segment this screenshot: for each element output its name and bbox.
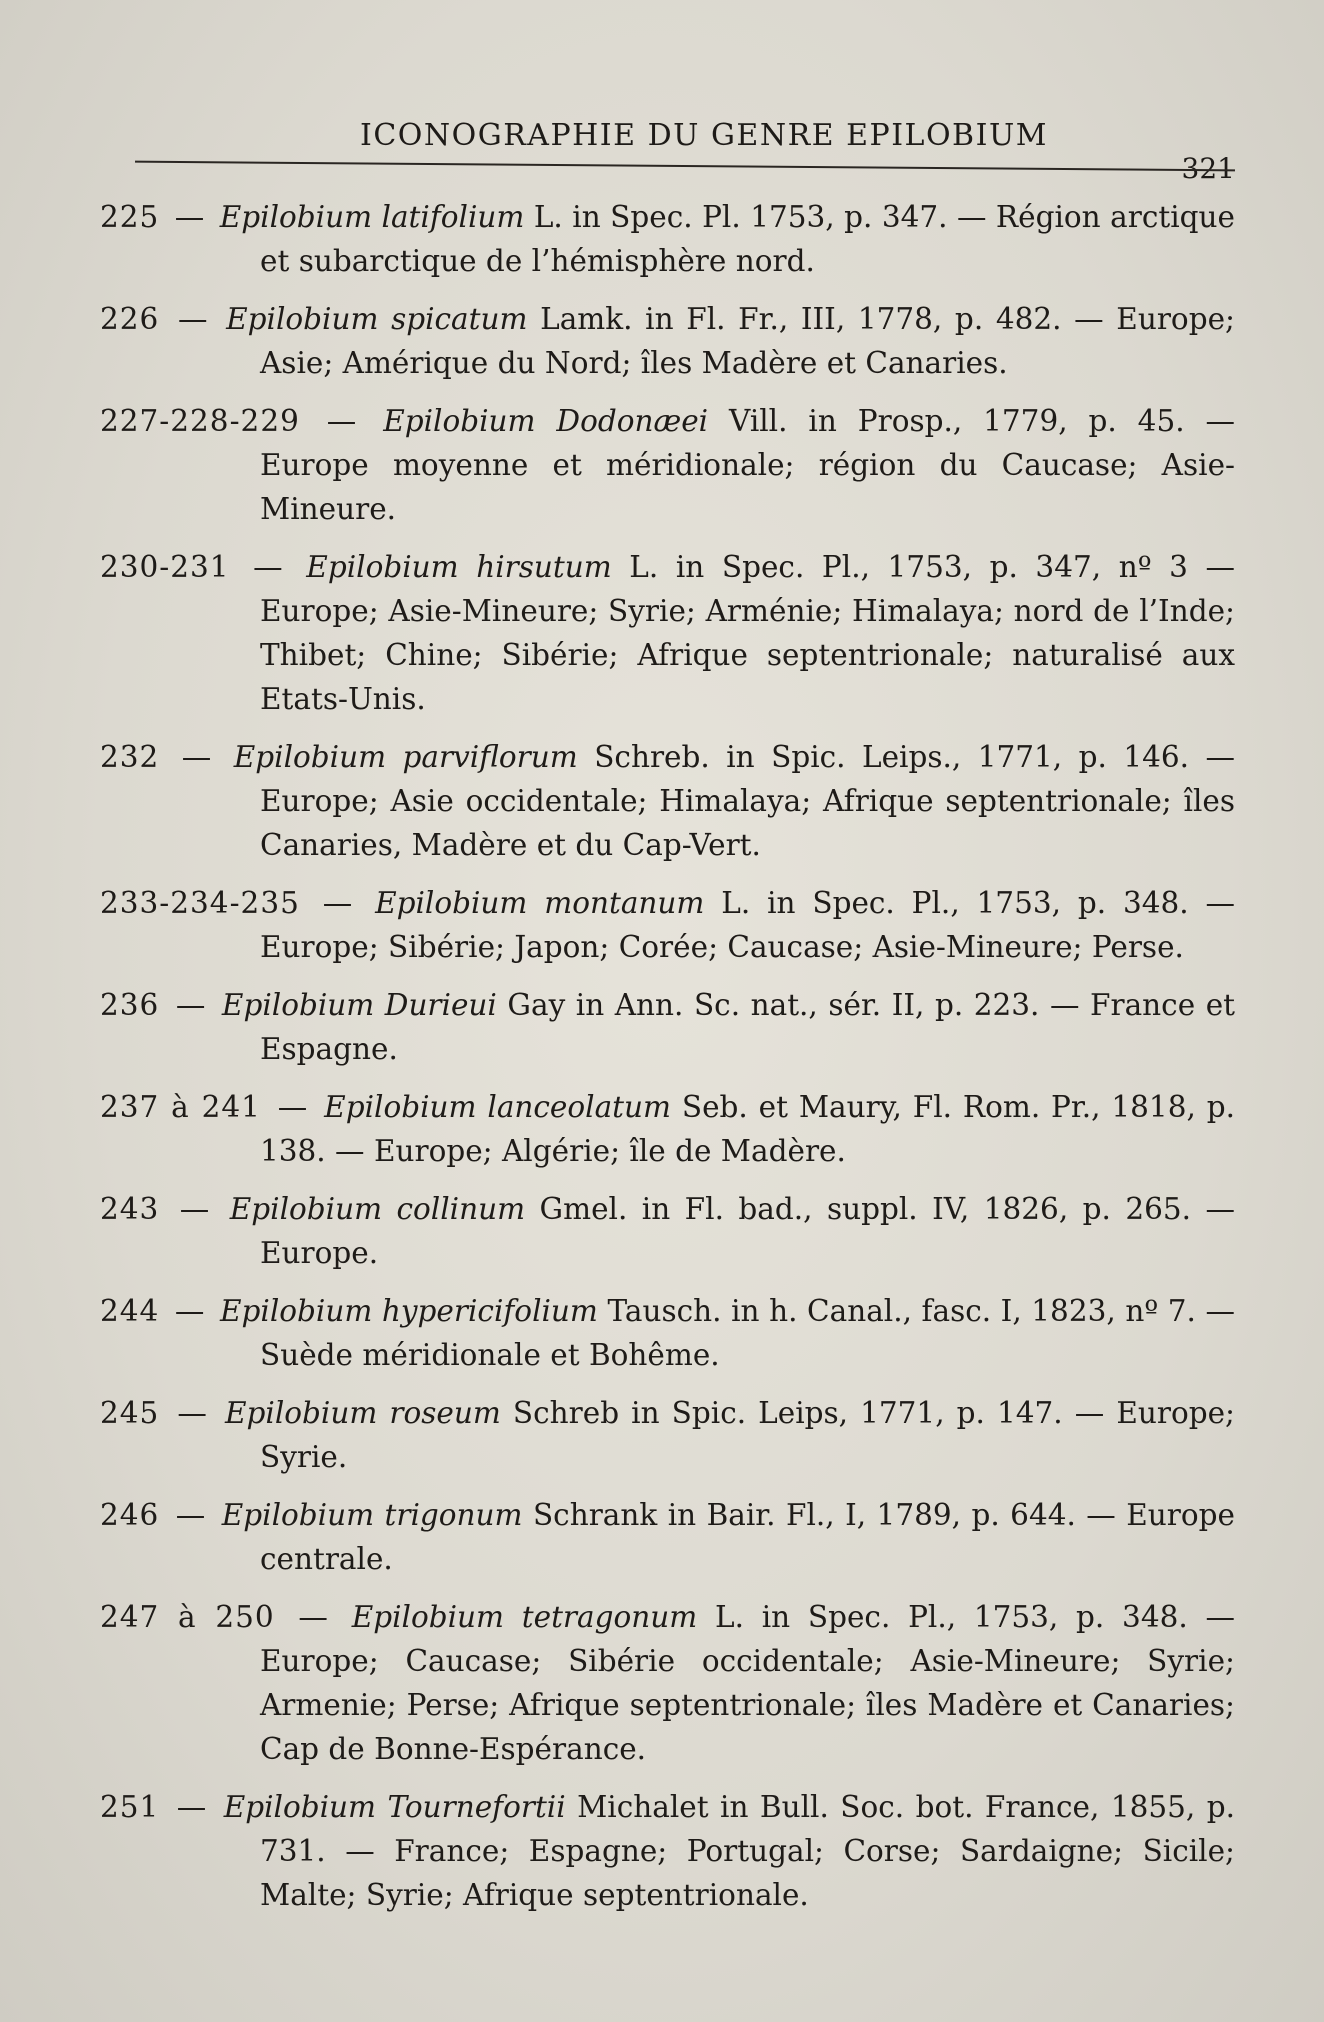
species-entry: 246 — Epilobium trigonum Schrank in Bair. Fl., I, 1789, p. 644. — Europe centrale. <box>100 1498 1235 1576</box>
plate-number: 225 <box>100 200 160 234</box>
species-name: Epilobium hypericifolium <box>219 1294 598 1328</box>
species-name: Epilobium Durieui <box>221 988 497 1022</box>
species-list <box>100 195 1235 1931</box>
entry-description: Gay in Ann. Sc. nat., sér. II, p. 223. — France et Espagne. <box>260 988 1236 1066</box>
entry-description: Lamk. in Fl. Fr., III, 1778, p. 482. — Europe; Asie; Amérique du Nord; îles Madère et Canaries. <box>260 302 1235 380</box>
entry-description: L. in Spec. Pl., 1753, p. 348. — Europe; Caucase; Sibérie occidentale; Asie-Mineure; Syrie; Armenie; Perse; Afrique septentrionale; îles Madère et Canaries; Cap de Bonne-Espérance. <box>260 1600 1235 1766</box>
entry-description: Vill. in Prosp., 1779, p. 45. — Europe moyenne et méridionale; région du Caucase; Asie-Mineure. <box>260 404 1235 526</box>
species-name: Epilobium montanum <box>375 886 705 920</box>
species-entry: 251 — Epilobium Tournefortii Michalet in Bull. Soc. bot. France, 1855, p. 731. — France; Espagne; Portugal; Corse; Sardaigne; Sicile; Malte; Syrie; Afrique septentrionale. <box>100 1790 1235 1912</box>
species-entry: 226 — Epilobium spicatum Lamk. in Fl. Fr., III, 1778, p. 482. — Europe; Asie; Amérique du Nord; îles Madère et Canaries. <box>100 302 1235 380</box>
species-entry: 237 à 241 — Epilobium lanceolatum Seb. et Maury, Fl. Rom. Pr., 1818, p. 138. — Europe; Algérie; île de Madère. <box>100 1090 1235 1168</box>
species-name: Epilobium trigonum <box>221 1498 523 1532</box>
species-entry: 245 — Epilobium roseum Schreb in Spic. Leips, 1771, p. 147. — Europe; Syrie. <box>100 1396 1235 1474</box>
species-entry: 243 — Epilobium collinum Gmel. in Fl. bad., suppl. IV, 1826, p. 265. — Europe. <box>100 1192 1235 1270</box>
species-entry: 230-231 — Epilobium hirsutum L. in Spec. Pl., 1753, p. 347, nº 3 — Europe; Asie-Mineure; Syrie; Arménie; Himalaya; nord de l’Inde; Thibet; Chine; Sibérie; Afrique septentrionale; naturalisé aux Etats-Unis. <box>100 550 1236 716</box>
entry-description: Schreb in Spic. Leips, 1771, p. 147. — Europe; Syrie. <box>260 1396 1235 1474</box>
species-name: Epilobium lanceolatum <box>324 1090 671 1124</box>
plate-number: 247 à 250 <box>100 1600 275 1634</box>
species-name: Epilobium Dodonæei <box>383 404 709 438</box>
species-name: Epilobium spicatum <box>226 302 528 336</box>
plate-number: 245 <box>100 1396 160 1430</box>
plate-number: 232 <box>100 740 160 774</box>
entry-description: L. in Spec. Pl. 1753, p. 347. — Région arctique et subarctique de l’hémisphère nord. <box>260 200 1235 278</box>
plate-number: 236 <box>100 988 160 1022</box>
plate-number: 237 à 241 <box>100 1090 261 1124</box>
header-rule <box>135 161 1235 172</box>
plate-number: 251 <box>100 1790 160 1824</box>
species-entry: 247 à 250 — Epilobium tetragonum L. in Spec. Pl., 1753, p. 348. — Europe; Caucase; Sibérie occidentale; Asie-Mineure; Syrie; Armenie; Perse; Afrique septentrionale; îles Madère et Canaries; Cap de Bonne-Espérance. <box>100 1600 1235 1766</box>
plate-number: 233-234-235 <box>100 886 300 920</box>
plate-number: 227-228-229 <box>100 404 300 438</box>
entry-description: Tausch. in h. Canal., fasc. I, 1823, nº 7. — Suède méridionale et Bohême. <box>260 1294 1235 1372</box>
plate-number: 226 <box>100 302 160 336</box>
entry-description: Seb. et Maury, Fl. Rom. Pr., 1818, p. 138. — Europe; Algérie; île de Madère. <box>260 1090 1235 1168</box>
species-name: Epilobium latifolium <box>219 200 525 234</box>
species-entry: 225 — Epilobium latifolium L. in Spec. Pl. 1753, p. 347. — Région arctique et subarctique de l’hémisphère nord. <box>100 200 1235 278</box>
plate-number: 244 <box>100 1294 160 1328</box>
plate-number: 243 <box>100 1192 160 1226</box>
species-entry: 232 — Epilobium parviflorum Schreb. in Spic. Leips., 1771, p. 146. — Europe; Asie occidentale; Himalaya; Afrique septentrionale; îles Canaries, Madère et du Cap-Vert. <box>100 740 1236 862</box>
species-entry: 244 — Epilobium hypericifolium Tausch. in h. Canal., fasc. I, 1823, nº 7. — Suède méridionale et Bohême. <box>100 1294 1235 1372</box>
species-name: Epilobium Tournefortii <box>223 1790 566 1824</box>
species-name: Epilobium parviflorum <box>233 740 578 774</box>
species-entry: 227-228-229 — Epilobium Dodonæei Vill. in Prosp., 1779, p. 45. — Europe moyenne et méridionale; région du Caucase; Asie-Mineure. <box>100 404 1235 526</box>
species-entry: 233-234-235 — Epilobium montanum L. in Spec. Pl., 1753, p. 348. — Europe; Sibérie; Japon; Corée; Caucase; Asie-Mineure; Perse. <box>100 886 1235 964</box>
species-name: Epilobium roseum <box>224 1396 501 1430</box>
entry-description: Schrank in Bair. Fl., I, 1789, p. 644. — Europe centrale. <box>260 1498 1235 1576</box>
entry-description: Michalet in Bull. Soc. bot. France, 1855, p. 731. — France; Espagne; Portugal; Corse; Sardaigne; Sicile; Malte; Syrie; Afrique septentrionale. <box>260 1790 1235 1912</box>
plate-number: 246 <box>100 1498 160 1532</box>
running-title: ICONOGRAPHIE DU GENRE EPILOBIUM <box>360 118 1048 153</box>
entry-description: Gmel. in Fl. bad., suppl. IV, 1826, p. 265. — Europe. <box>260 1192 1235 1270</box>
species-name: Epilobium tetragonum <box>351 1600 698 1634</box>
page-header <box>135 110 1235 185</box>
plate-number: 230-231 <box>100 550 230 584</box>
species-entry: 236 — Epilobium Durieui Gay in Ann. Sc. nat., sér. II, p. 223. — France et Espagne. <box>100 988 1236 1066</box>
entry-description: Schreb. in Spic. Leips., 1771, p. 146. — Europe; Asie occidentale; Himalaya; Afrique septentrionale; îles Canaries, Madère et du Cap-Vert. <box>260 740 1236 862</box>
page-number: 321 <box>1181 152 1235 185</box>
species-name: Epilobium hirsutum <box>306 550 612 584</box>
entry-description: L. in Spec. Pl., 1753, p. 347, nº 3 — Europe; Asie-Mineure; Syrie; Arménie; Himalaya; nord de l’Inde; Thibet; Chine; Sibérie; Afrique septentrionale; naturalisé aux Etats-Unis. <box>260 550 1236 716</box>
species-name: Epilobium collinum <box>229 1192 526 1226</box>
entry-description: L. in Spec. Pl., 1753, p. 348. — Europe; Sibérie; Japon; Corée; Caucase; Asie-Mineure; Perse. <box>260 886 1235 964</box>
